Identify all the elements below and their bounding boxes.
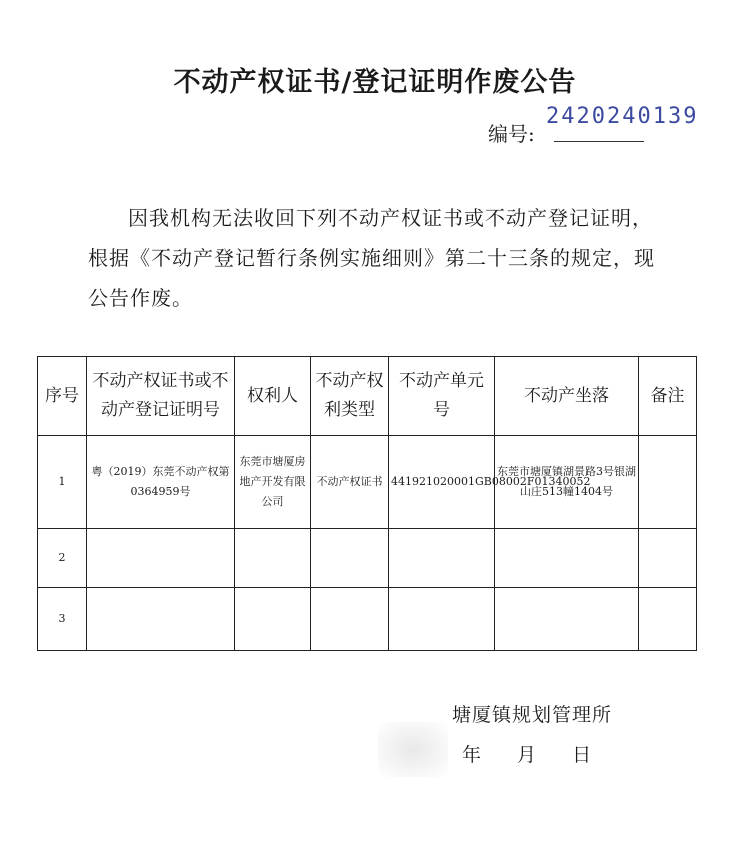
serial-label: 编号: bbox=[488, 122, 535, 146]
cell-location: 东莞市塘厦镇湖景路3号银湖山庄513幢1404号 bbox=[495, 436, 639, 529]
cell-right-type: 不动产权证书 bbox=[311, 436, 389, 529]
cell-remarks bbox=[639, 529, 697, 588]
cell-certificate-number bbox=[87, 529, 235, 588]
page-title: 不动产权证书/登记证明作废公告 bbox=[173, 67, 577, 98]
table-row bbox=[38, 529, 697, 588]
cell-remarks bbox=[639, 588, 697, 651]
date-line: 年 月 日 bbox=[462, 744, 592, 766]
cell-seq: 3 bbox=[38, 588, 87, 651]
table-header-row bbox=[38, 357, 697, 436]
header-remarks: 备注 bbox=[639, 357, 697, 436]
cell-right-holder bbox=[235, 529, 311, 588]
cell-right-type bbox=[311, 588, 389, 651]
table-row bbox=[38, 436, 697, 529]
cell-right-holder: 东莞市塘厦房地产开发有限公司 bbox=[235, 436, 311, 529]
invalidation-table bbox=[37, 356, 697, 651]
cell-remarks bbox=[639, 436, 697, 529]
cell-right-type bbox=[311, 529, 389, 588]
header-certificate-number: 不动产权证书或不动产登记证明号 bbox=[87, 357, 235, 436]
cell-certificate-number: 粤（2019）东莞不动产权第0364959号 bbox=[87, 436, 235, 529]
issuing-organization: 塘厦镇规划管理所 bbox=[452, 704, 613, 726]
serial-number: 2420240139 bbox=[546, 104, 699, 129]
announcement-paragraph: 因我机构无法收回下列不动产权证书或不动产登记证明，根据《不动产登记暂行条例实施细则》第二十三条的规定，现公告作废。 bbox=[88, 206, 655, 310]
serial-underline bbox=[554, 141, 644, 142]
cell-unit-number: 441921020001GB08002F01340052 bbox=[389, 436, 495, 529]
cell-location bbox=[495, 529, 639, 588]
header-unit-number: 不动产单元号 bbox=[389, 357, 495, 436]
header-right-type: 不动产权利类型 bbox=[311, 357, 389, 436]
cell-unit-number bbox=[389, 529, 495, 588]
cell-certificate-number bbox=[87, 588, 235, 651]
header-right-holder: 权利人 bbox=[235, 357, 311, 436]
header-seq: 序号 bbox=[38, 357, 87, 436]
scan-smudge bbox=[378, 722, 448, 777]
table-row bbox=[38, 588, 697, 651]
header-location: 不动产坐落 bbox=[495, 357, 639, 436]
cell-unit-number bbox=[389, 588, 495, 651]
cell-location bbox=[495, 588, 639, 651]
cell-seq: 2 bbox=[38, 529, 87, 588]
cell-right-holder bbox=[235, 588, 311, 651]
cell-seq: 1 bbox=[38, 436, 87, 529]
